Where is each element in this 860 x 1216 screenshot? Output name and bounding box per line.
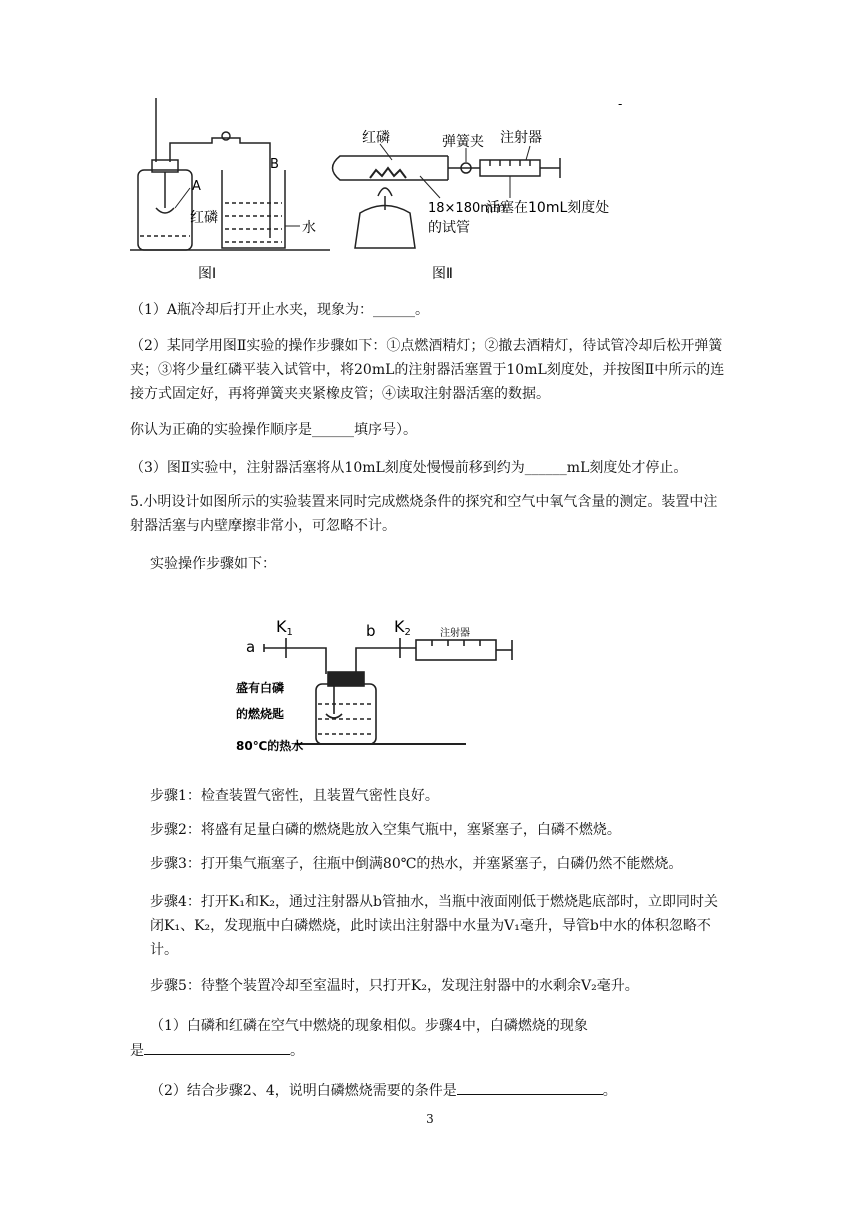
q5-intro: 5.小明设计如图所示的实验装置来同时完成燃烧条件的探究和空气中氧气含量的测定。装置中注射器活塞与内壁摩擦非常小，可忽略不计。 xyxy=(130,494,718,534)
q5-fig-spoon-line2: 的燃烧匙 xyxy=(236,707,285,721)
q5-fig-k1: K1 xyxy=(276,617,293,638)
fig1-caption: 图Ⅰ xyxy=(198,266,217,282)
fig2-label-piston: 活塞在10mL刻度处 xyxy=(486,200,610,216)
q5-fig-a: a xyxy=(246,638,256,656)
q5-step-5: 步骤5：待整个装置冷却至室温时，只打开K₂，发现注射器中的水剩余V₂毫升。 xyxy=(150,978,639,994)
q5-q2-end: 。 xyxy=(602,1083,617,1099)
q5-q2-text: （2）结合步骤2、4，说明白磷燃烧需要的条件是 xyxy=(150,1083,457,1099)
fig1-label-water: 水 xyxy=(302,220,316,236)
stray-dash: - xyxy=(618,98,623,111)
fig1-label-a: A xyxy=(192,179,201,194)
page-number: 3 xyxy=(426,1112,434,1126)
q5-step-1: 步骤1：检查装置气密性，且装置气密性良好。 xyxy=(150,788,439,804)
q5-steps-title: 实验操作步骤如下： xyxy=(150,556,276,572)
q4-item-2-answer: 你认为正确的实验操作顺序是______填序号）。 xyxy=(130,422,417,438)
q5-q2-blank[interactable] xyxy=(457,1080,603,1095)
q5-question-2 xyxy=(150,1080,617,1101)
q5-fig-syringe: 注射器 xyxy=(440,628,470,639)
q5-q1-prefix: 是 xyxy=(130,1043,144,1059)
figure-q5 xyxy=(236,604,536,762)
fig2-caption: 图Ⅱ xyxy=(432,266,453,282)
fig2-label-syringe: 注射器 xyxy=(500,130,542,146)
q5-step-4: 步骤4：打开K₁和K₂，通过注射器从b管抽水，当瓶中液面刚低于燃烧匙底部时，立即同时关闭K₁、K₂，发现瓶中白磷燃烧，此时读出注射器中水量为V₁毫升，导管b中水的体积忽略不计。 xyxy=(150,894,719,958)
q5-fig-k2: K2 xyxy=(394,617,411,638)
q5-q1-end: 。 xyxy=(290,1043,304,1059)
fig2-label-clip: 弹簧夹 xyxy=(442,134,484,150)
figure-1 xyxy=(130,98,330,250)
fig2-label-tube-size: 18×180mm xyxy=(428,201,506,216)
q5-fig-hot-water: 80℃的热水 xyxy=(236,739,304,753)
figure-top xyxy=(130,98,650,288)
q4-item-1: （1）A瓶冷却后打开止水夹，现象为：______。 xyxy=(130,302,430,318)
q4-item-2: （2）某同学用图Ⅱ实验的操作步骤如下：①点燃酒精灯；②撤去酒精灯，待试管冷却后松开弹簧夹；③将少量红磷平装入试管中，将20mL的注射器活塞置于10mL刻度处，并按图Ⅱ中所示的连接方式固定好，再将弹簧夹夹紧橡皮管；④读取注射器活塞的数据。 xyxy=(130,338,725,402)
fig1-label-red-phosphorus: 红磷 xyxy=(190,210,218,226)
fig1-label-b: B xyxy=(270,157,279,172)
q5-step-3: 步骤3：打开集气瓶塞子，往瓶中倒满80℃的热水，并塞紧塞子，白磷仍然不能燃烧。 xyxy=(150,856,683,872)
q5-question-1: （1）白磷和红磷在空气中燃烧的现象相似。步骤4中，白磷燃烧的现象 xyxy=(150,1018,588,1034)
q5-fig-b: b xyxy=(366,622,376,640)
q5-q1-blank[interactable] xyxy=(144,1040,290,1055)
q5-question-1-answer xyxy=(130,1040,304,1061)
q5-fig-spoon-line1: 盛有白磷 xyxy=(236,681,285,695)
q4-item-3: （3）图Ⅱ实验中，注射器活塞将从10mL刻度处慢慢前移到约为______mL刻度处才停止。 xyxy=(130,460,688,476)
fig2-label-red-phosphorus: 红磷 xyxy=(362,130,390,146)
fig2-label-tube: 的试管 xyxy=(428,220,470,236)
q5-step-2: 步骤2：将盛有足量白磷的燃烧匙放入空集气瓶中，塞紧塞子，白磷不燃烧。 xyxy=(150,822,621,838)
